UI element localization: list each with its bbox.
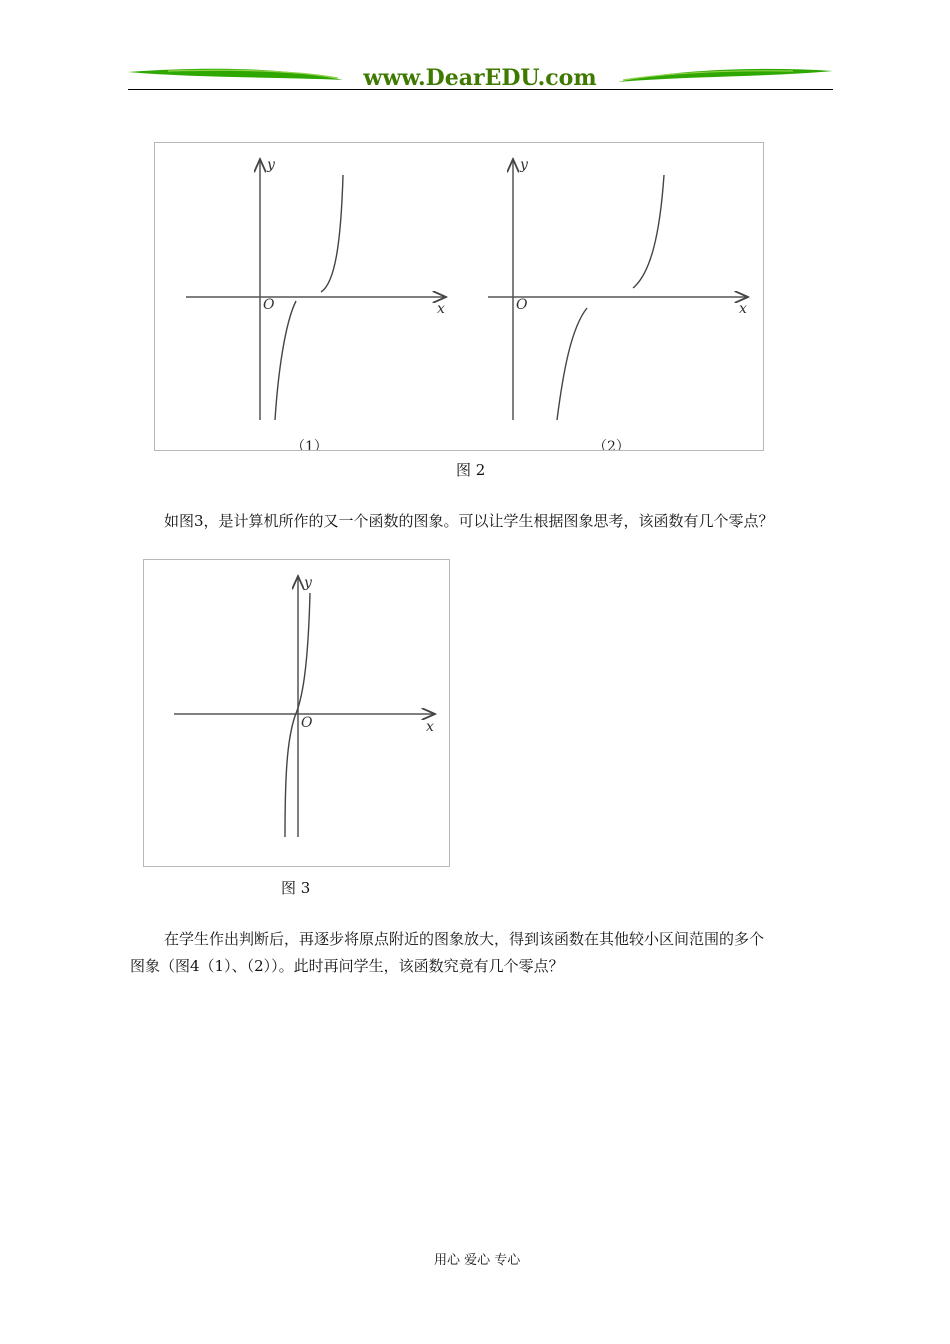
figure-2-caption: 图 2 (456, 461, 486, 479)
figure-2-graphs (155, 143, 763, 450)
origin-label: O (516, 297, 528, 313)
y-axis-label: y (267, 157, 275, 173)
origin-label: O (263, 297, 275, 313)
panel-2-label: （2） (593, 439, 630, 450)
y-axis-label: y (304, 575, 312, 591)
curve-lower-branch (275, 301, 296, 420)
paragraph-2-line-1: 在学生作出判断后，再逐步将原点附近的图象放大，得到该函数在其他较小区间范围的多个 (164, 930, 765, 948)
figure-3-frame (143, 559, 450, 867)
panel-1-label: （1） (291, 439, 328, 450)
graph-panel-2 (488, 157, 748, 450)
header-rule (128, 89, 833, 90)
graph-panel-1 (186, 157, 446, 450)
figure-2-frame (154, 142, 764, 451)
y-axis-label: y (520, 157, 528, 173)
origin-label: O (301, 715, 313, 731)
figure-3-graph (144, 560, 449, 866)
paragraph-1: 如图3，是计算机所作的又一个函数的图象。可以让学生根据图象思考，该函数有几个零点？ (164, 512, 774, 530)
x-axis-label: x (437, 301, 445, 317)
curve-upper-branch (321, 175, 343, 292)
site-logo-text: www.DearEDU.com (363, 65, 597, 91)
x-axis-label: x (739, 301, 747, 317)
paragraph-2-line-2: 图象（图4（1）、（2））。此时再问学生，该函数究竟有几个零点？ (130, 957, 564, 975)
x-axis-label: x (426, 719, 434, 735)
header-banner (128, 62, 833, 92)
curve-lower-branch (557, 308, 587, 420)
page-footer: 用心 爱心 专心 (434, 1253, 521, 1268)
curve-upper-branch (633, 175, 664, 288)
figure-3-caption: 图 3 (281, 879, 311, 897)
